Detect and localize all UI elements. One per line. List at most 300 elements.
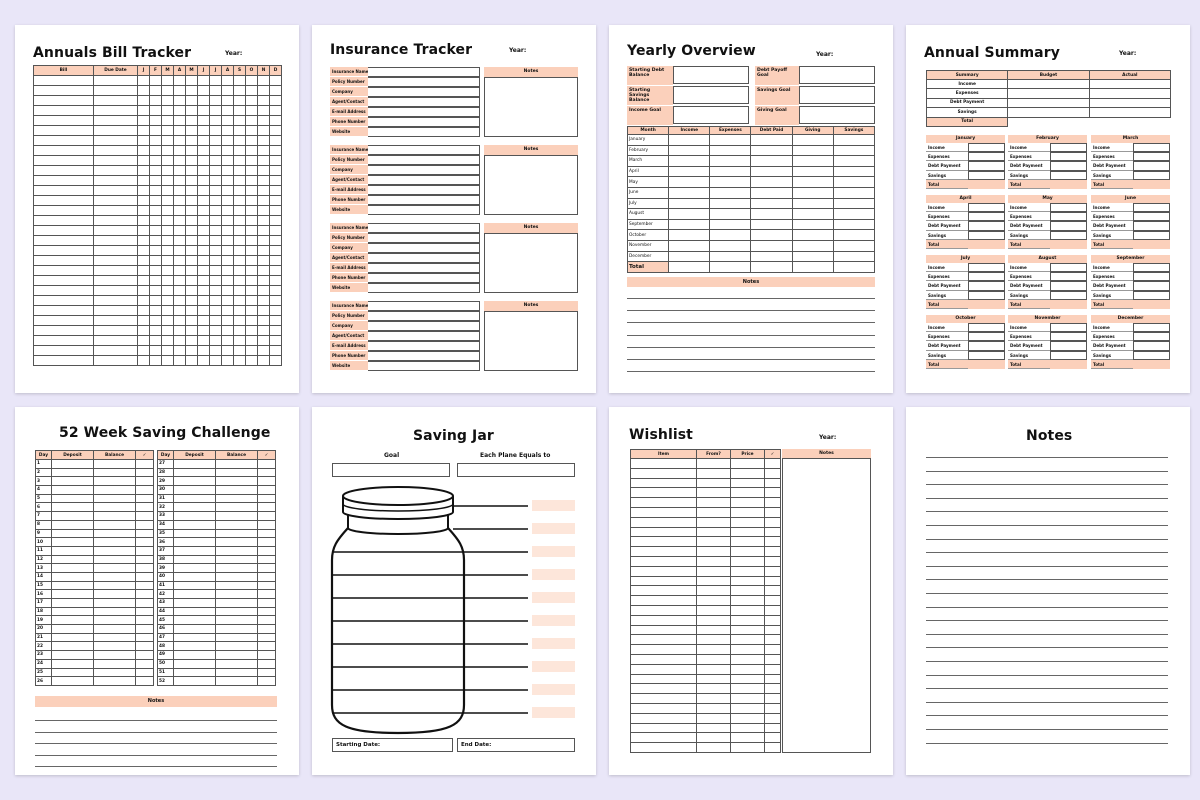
table-cell[interactable] xyxy=(222,336,234,346)
table-cell[interactable] xyxy=(216,625,258,634)
table-cell[interactable] xyxy=(52,503,94,512)
table-cell[interactable] xyxy=(174,156,186,166)
table-cell[interactable] xyxy=(186,186,198,196)
row-input[interactable] xyxy=(1050,300,1087,309)
table-cell[interactable] xyxy=(222,346,234,356)
note-line[interactable] xyxy=(926,661,1168,662)
row-input[interactable] xyxy=(968,203,1005,212)
jar-level-fill[interactable] xyxy=(532,615,575,626)
table-cell[interactable] xyxy=(162,316,174,326)
jar-level-fill[interactable] xyxy=(532,523,575,534)
table-cell[interactable] xyxy=(34,306,94,316)
table-cell[interactable] xyxy=(731,703,765,713)
table-cell[interactable] xyxy=(186,256,198,266)
table-cell[interactable] xyxy=(731,694,765,704)
table-cell[interactable] xyxy=(631,459,697,469)
note-line[interactable] xyxy=(926,675,1168,676)
table-cell[interactable] xyxy=(162,96,174,106)
table-cell[interactable] xyxy=(94,126,138,136)
insurance-field[interactable] xyxy=(330,117,480,127)
table-cell[interactable] xyxy=(136,633,154,642)
table-cell[interactable] xyxy=(52,477,94,486)
table-cell[interactable] xyxy=(833,145,874,156)
table-cell[interactable] xyxy=(52,564,94,573)
row-input[interactable] xyxy=(1133,323,1170,332)
table-cell[interactable] xyxy=(222,216,234,226)
table-cell[interactable] xyxy=(138,126,150,136)
row-input[interactable] xyxy=(1133,351,1170,360)
table-cell[interactable] xyxy=(731,478,765,488)
table-cell[interactable] xyxy=(34,286,94,296)
table-cell[interactable] xyxy=(765,694,781,704)
note-line[interactable] xyxy=(35,755,277,756)
table-cell[interactable] xyxy=(222,316,234,326)
table-cell[interactable] xyxy=(258,668,276,677)
table-cell[interactable] xyxy=(246,176,258,186)
note-line[interactable] xyxy=(926,607,1168,608)
table-cell[interactable] xyxy=(258,106,270,116)
field-input[interactable] xyxy=(368,195,480,205)
table-cell[interactable] xyxy=(270,336,282,346)
month-row[interactable] xyxy=(926,143,1005,152)
table-cell[interactable] xyxy=(174,216,186,226)
row-input[interactable] xyxy=(1050,341,1087,350)
table-cell[interactable] xyxy=(222,286,234,296)
table-cell[interactable] xyxy=(210,286,222,296)
table-cell[interactable] xyxy=(216,581,258,590)
table-cell[interactable] xyxy=(697,527,731,537)
field-input[interactable] xyxy=(368,165,480,175)
table-cell[interactable] xyxy=(34,206,94,216)
table-cell[interactable] xyxy=(150,246,162,256)
insurance-field[interactable] xyxy=(330,127,480,137)
table-cell[interactable] xyxy=(174,633,216,642)
table-cell[interactable] xyxy=(94,206,138,216)
table-cell[interactable] xyxy=(210,306,222,316)
table-cell[interactable] xyxy=(731,664,765,674)
table-cell[interactable] xyxy=(174,306,186,316)
row-input[interactable] xyxy=(1050,351,1087,360)
table-cell[interactable] xyxy=(631,684,697,694)
month-row[interactable] xyxy=(1008,143,1087,152)
table-cell[interactable] xyxy=(174,206,186,216)
table-cell[interactable] xyxy=(94,477,136,486)
table-cell[interactable] xyxy=(162,146,174,156)
table-cell[interactable] xyxy=(138,296,150,306)
table-cell[interactable] xyxy=(258,256,270,266)
table-cell[interactable] xyxy=(246,126,258,136)
table-cell[interactable] xyxy=(94,633,136,642)
table-cell[interactable] xyxy=(34,186,94,196)
table-cell[interactable] xyxy=(52,468,94,477)
table-cell[interactable] xyxy=(270,206,282,216)
table-cell[interactable] xyxy=(216,572,258,581)
table-cell[interactable] xyxy=(731,684,765,694)
table-cell[interactable] xyxy=(186,166,198,176)
row-input[interactable] xyxy=(1050,240,1087,249)
table-cell[interactable] xyxy=(174,538,216,547)
month-row[interactable] xyxy=(1091,161,1170,170)
goal-input[interactable] xyxy=(673,106,749,124)
table-cell[interactable] xyxy=(246,336,258,346)
table-cell[interactable] xyxy=(258,306,270,316)
table-cell[interactable] xyxy=(270,116,282,126)
jar-level-fill[interactable] xyxy=(532,592,575,603)
table-cell[interactable] xyxy=(162,106,174,116)
table-cell[interactable] xyxy=(751,219,792,230)
table-cell[interactable] xyxy=(136,668,154,677)
month-row[interactable] xyxy=(1091,341,1170,350)
table-cell[interactable] xyxy=(174,555,216,564)
row-input[interactable] xyxy=(1133,341,1170,350)
note-line[interactable] xyxy=(627,310,875,311)
table-cell[interactable] xyxy=(270,316,282,326)
goal-input[interactable] xyxy=(673,66,749,84)
table-cell[interactable] xyxy=(94,146,138,156)
table-cell[interactable] xyxy=(186,346,198,356)
table-cell[interactable] xyxy=(198,116,210,126)
table-cell[interactable] xyxy=(174,651,216,660)
row-input[interactable] xyxy=(1050,263,1087,272)
note-line[interactable] xyxy=(926,471,1168,472)
table-cell[interactable] xyxy=(234,196,246,206)
table-cell[interactable] xyxy=(136,520,154,529)
table-cell[interactable] xyxy=(94,116,138,126)
table-cell[interactable] xyxy=(631,733,697,743)
goal-field[interactable] xyxy=(332,463,450,477)
table-cell[interactable] xyxy=(136,599,154,608)
table-cell[interactable] xyxy=(833,198,874,209)
table-cell[interactable] xyxy=(136,625,154,634)
table-cell[interactable] xyxy=(94,166,138,176)
table-cell[interactable] xyxy=(710,240,751,251)
table-cell[interactable] xyxy=(150,196,162,206)
table-cell[interactable] xyxy=(710,145,751,156)
row-input[interactable] xyxy=(1050,291,1087,300)
row-input[interactable] xyxy=(1133,171,1170,180)
table-cell[interactable] xyxy=(210,116,222,126)
table-cell[interactable] xyxy=(174,266,186,276)
table-cell[interactable] xyxy=(246,356,258,366)
table-cell[interactable] xyxy=(174,503,216,512)
table-cell[interactable] xyxy=(34,346,94,356)
table-cell[interactable] xyxy=(174,246,186,256)
month-row[interactable] xyxy=(926,281,1005,290)
table-cell[interactable] xyxy=(198,186,210,196)
table-cell[interactable] xyxy=(198,176,210,186)
row-input[interactable] xyxy=(1133,203,1170,212)
table-cell[interactable] xyxy=(34,136,94,146)
row-input[interactable] xyxy=(1133,143,1170,152)
table-cell[interactable] xyxy=(234,286,246,296)
table-cell[interactable] xyxy=(270,326,282,336)
table-cell[interactable] xyxy=(234,126,246,136)
table-cell[interactable] xyxy=(216,564,258,573)
table-cell[interactable] xyxy=(174,616,216,625)
table-cell[interactable] xyxy=(94,276,138,286)
table-cell[interactable] xyxy=(234,106,246,116)
table-cell[interactable] xyxy=(198,356,210,366)
row-input[interactable] xyxy=(1050,171,1087,180)
table-cell[interactable] xyxy=(1008,89,1089,98)
table-cell[interactable] xyxy=(162,206,174,216)
table-cell[interactable] xyxy=(174,564,216,573)
table-cell[interactable] xyxy=(833,262,874,273)
month-row[interactable] xyxy=(1008,152,1087,161)
table-cell[interactable] xyxy=(751,251,792,262)
month-row[interactable] xyxy=(1008,203,1087,212)
table-cell[interactable] xyxy=(246,296,258,306)
table-cell[interactable] xyxy=(669,219,710,230)
table-cell[interactable] xyxy=(258,503,276,512)
table-cell[interactable] xyxy=(150,276,162,286)
table-cell[interactable] xyxy=(258,116,270,126)
table-cell[interactable] xyxy=(270,296,282,306)
table-cell[interactable] xyxy=(162,356,174,366)
month-row[interactable] xyxy=(926,161,1005,170)
table-cell[interactable] xyxy=(246,166,258,176)
table-cell[interactable] xyxy=(210,346,222,356)
month-row[interactable] xyxy=(926,180,1005,189)
table-cell[interactable] xyxy=(174,581,216,590)
table-cell[interactable] xyxy=(234,316,246,326)
table-cell[interactable] xyxy=(198,326,210,336)
table-cell[interactable] xyxy=(174,607,216,616)
table-cell[interactable] xyxy=(94,316,138,326)
insurance-field[interactable] xyxy=(330,361,480,371)
table-cell[interactable] xyxy=(833,156,874,167)
table-cell[interactable] xyxy=(216,651,258,660)
table-cell[interactable] xyxy=(710,230,751,241)
table-cell[interactable] xyxy=(258,356,270,366)
table-cell[interactable] xyxy=(258,146,270,156)
table-cell[interactable] xyxy=(631,674,697,684)
table-cell[interactable] xyxy=(174,326,186,336)
insurance-field[interactable] xyxy=(330,311,480,321)
table-cell[interactable] xyxy=(34,146,94,156)
table-cell[interactable] xyxy=(52,668,94,677)
table-cell[interactable] xyxy=(150,326,162,336)
table-cell[interactable] xyxy=(210,156,222,166)
field-input[interactable] xyxy=(368,67,480,77)
table-cell[interactable] xyxy=(751,166,792,177)
table-cell[interactable] xyxy=(222,266,234,276)
table-cell[interactable] xyxy=(174,477,216,486)
insurance-field[interactable] xyxy=(330,155,480,165)
row-input[interactable] xyxy=(1050,180,1087,189)
insurance-field[interactable] xyxy=(330,263,480,273)
table-cell[interactable] xyxy=(765,586,781,596)
table-cell[interactable] xyxy=(631,635,697,645)
table-cell[interactable] xyxy=(34,216,94,226)
table-cell[interactable] xyxy=(631,478,697,488)
table-cell[interactable] xyxy=(697,596,731,606)
table-cell[interactable] xyxy=(94,668,136,677)
goal-input[interactable] xyxy=(799,106,875,124)
table-cell[interactable] xyxy=(138,186,150,196)
table-cell[interactable] xyxy=(270,246,282,256)
table-cell[interactable] xyxy=(186,316,198,326)
table-cell[interactable] xyxy=(234,236,246,246)
table-cell[interactable] xyxy=(258,236,270,246)
table-cell[interactable] xyxy=(697,459,731,469)
table-cell[interactable] xyxy=(631,537,697,547)
note-line[interactable] xyxy=(926,566,1168,567)
table-cell[interactable] xyxy=(246,116,258,126)
table-cell[interactable] xyxy=(210,256,222,266)
table-cell[interactable] xyxy=(174,520,216,529)
row-input[interactable] xyxy=(968,240,1005,249)
month-row[interactable] xyxy=(1091,263,1170,272)
table-cell[interactable] xyxy=(270,156,282,166)
table-cell[interactable] xyxy=(751,240,792,251)
table-cell[interactable] xyxy=(222,226,234,236)
row-input[interactable] xyxy=(968,291,1005,300)
month-row[interactable] xyxy=(926,291,1005,300)
table-cell[interactable] xyxy=(162,166,174,176)
table-cell[interactable] xyxy=(94,226,138,236)
table-cell[interactable] xyxy=(136,486,154,495)
table-cell[interactable] xyxy=(174,116,186,126)
table-cell[interactable] xyxy=(765,723,781,733)
table-cell[interactable] xyxy=(198,106,210,116)
insurance-field[interactable] xyxy=(330,351,480,361)
table-cell[interactable] xyxy=(765,576,781,586)
note-line[interactable] xyxy=(926,457,1168,458)
table-cell[interactable] xyxy=(833,177,874,188)
table-cell[interactable] xyxy=(150,166,162,176)
table-cell[interactable] xyxy=(731,527,765,537)
insurance-field[interactable] xyxy=(330,205,480,215)
table-cell[interactable] xyxy=(138,326,150,336)
table-cell[interactable] xyxy=(150,146,162,156)
insurance-field[interactable] xyxy=(330,107,480,117)
table-cell[interactable] xyxy=(186,226,198,236)
table-cell[interactable] xyxy=(792,230,833,241)
table-cell[interactable] xyxy=(731,468,765,478)
table-cell[interactable] xyxy=(136,460,154,469)
month-row[interactable] xyxy=(926,341,1005,350)
table-cell[interactable] xyxy=(94,572,136,581)
month-row[interactable] xyxy=(1091,203,1170,212)
field-input[interactable] xyxy=(368,311,480,321)
field-input[interactable] xyxy=(368,185,480,195)
table-cell[interactable] xyxy=(731,615,765,625)
table-cell[interactable] xyxy=(216,494,258,503)
table-cell[interactable] xyxy=(210,136,222,146)
table-cell[interactable] xyxy=(246,196,258,206)
table-cell[interactable] xyxy=(222,256,234,266)
table-cell[interactable] xyxy=(246,286,258,296)
table-cell[interactable] xyxy=(94,651,136,660)
table-cell[interactable] xyxy=(710,156,751,167)
month-row[interactable] xyxy=(926,332,1005,341)
table-cell[interactable] xyxy=(731,743,765,753)
table-cell[interactable] xyxy=(216,659,258,668)
table-cell[interactable] xyxy=(631,713,697,723)
field-input[interactable] xyxy=(368,117,480,127)
month-row[interactable] xyxy=(1008,240,1087,249)
table-cell[interactable] xyxy=(631,723,697,733)
table-cell[interactable] xyxy=(669,240,710,251)
table-cell[interactable] xyxy=(731,556,765,566)
table-cell[interactable] xyxy=(222,176,234,186)
table-cell[interactable] xyxy=(210,246,222,256)
note-line[interactable] xyxy=(926,715,1168,716)
table-cell[interactable] xyxy=(697,674,731,684)
table-cell[interactable] xyxy=(234,206,246,216)
table-cell[interactable] xyxy=(216,546,258,555)
table-cell[interactable] xyxy=(234,216,246,226)
table-cell[interactable] xyxy=(136,572,154,581)
table-cell[interactable] xyxy=(710,219,751,230)
field-input[interactable] xyxy=(368,175,480,185)
table-cell[interactable] xyxy=(52,590,94,599)
field-input[interactable] xyxy=(368,341,480,351)
table-cell[interactable] xyxy=(222,126,234,136)
table-cell[interactable] xyxy=(765,547,781,557)
table-cell[interactable] xyxy=(52,642,94,651)
month-row[interactable] xyxy=(1008,351,1087,360)
table-cell[interactable] xyxy=(52,494,94,503)
table-cell[interactable] xyxy=(631,703,697,713)
table-cell[interactable] xyxy=(198,256,210,266)
table-cell[interactable] xyxy=(94,642,136,651)
month-row[interactable] xyxy=(1091,143,1170,152)
table-cell[interactable] xyxy=(246,306,258,316)
table-cell[interactable] xyxy=(94,156,138,166)
row-input[interactable] xyxy=(1050,212,1087,221)
table-cell[interactable] xyxy=(198,266,210,276)
table-cell[interactable] xyxy=(270,186,282,196)
note-line[interactable] xyxy=(926,484,1168,485)
insurance-field[interactable] xyxy=(330,77,480,87)
table-cell[interactable] xyxy=(270,216,282,226)
table-cell[interactable] xyxy=(138,286,150,296)
table-cell[interactable] xyxy=(216,642,258,651)
field-input[interactable] xyxy=(368,233,480,243)
table-cell[interactable] xyxy=(270,136,282,146)
table-cell[interactable] xyxy=(697,498,731,508)
insurance-field[interactable] xyxy=(330,195,480,205)
table-cell[interactable] xyxy=(136,468,154,477)
table-cell[interactable] xyxy=(34,296,94,306)
table-cell[interactable] xyxy=(246,136,258,146)
table-cell[interactable] xyxy=(258,494,276,503)
table-cell[interactable] xyxy=(258,176,270,186)
row-input[interactable] xyxy=(1050,360,1087,369)
table-cell[interactable] xyxy=(765,703,781,713)
month-row[interactable] xyxy=(1091,240,1170,249)
table-cell[interactable] xyxy=(765,527,781,537)
table-cell[interactable] xyxy=(94,659,136,668)
table-cell[interactable] xyxy=(210,166,222,176)
table-cell[interactable] xyxy=(234,306,246,316)
month-row[interactable] xyxy=(1008,360,1087,369)
table-cell[interactable] xyxy=(731,576,765,586)
table-cell[interactable] xyxy=(34,156,94,166)
table-cell[interactable] xyxy=(731,713,765,723)
table-cell[interactable] xyxy=(222,236,234,246)
table-cell[interactable] xyxy=(162,86,174,96)
table-cell[interactable] xyxy=(174,136,186,146)
table-cell[interactable] xyxy=(162,116,174,126)
insurance-field[interactable] xyxy=(330,223,480,233)
table-cell[interactable] xyxy=(162,76,174,86)
table-cell[interactable] xyxy=(833,187,874,198)
table-cell[interactable] xyxy=(234,266,246,276)
table-cell[interactable] xyxy=(174,659,216,668)
